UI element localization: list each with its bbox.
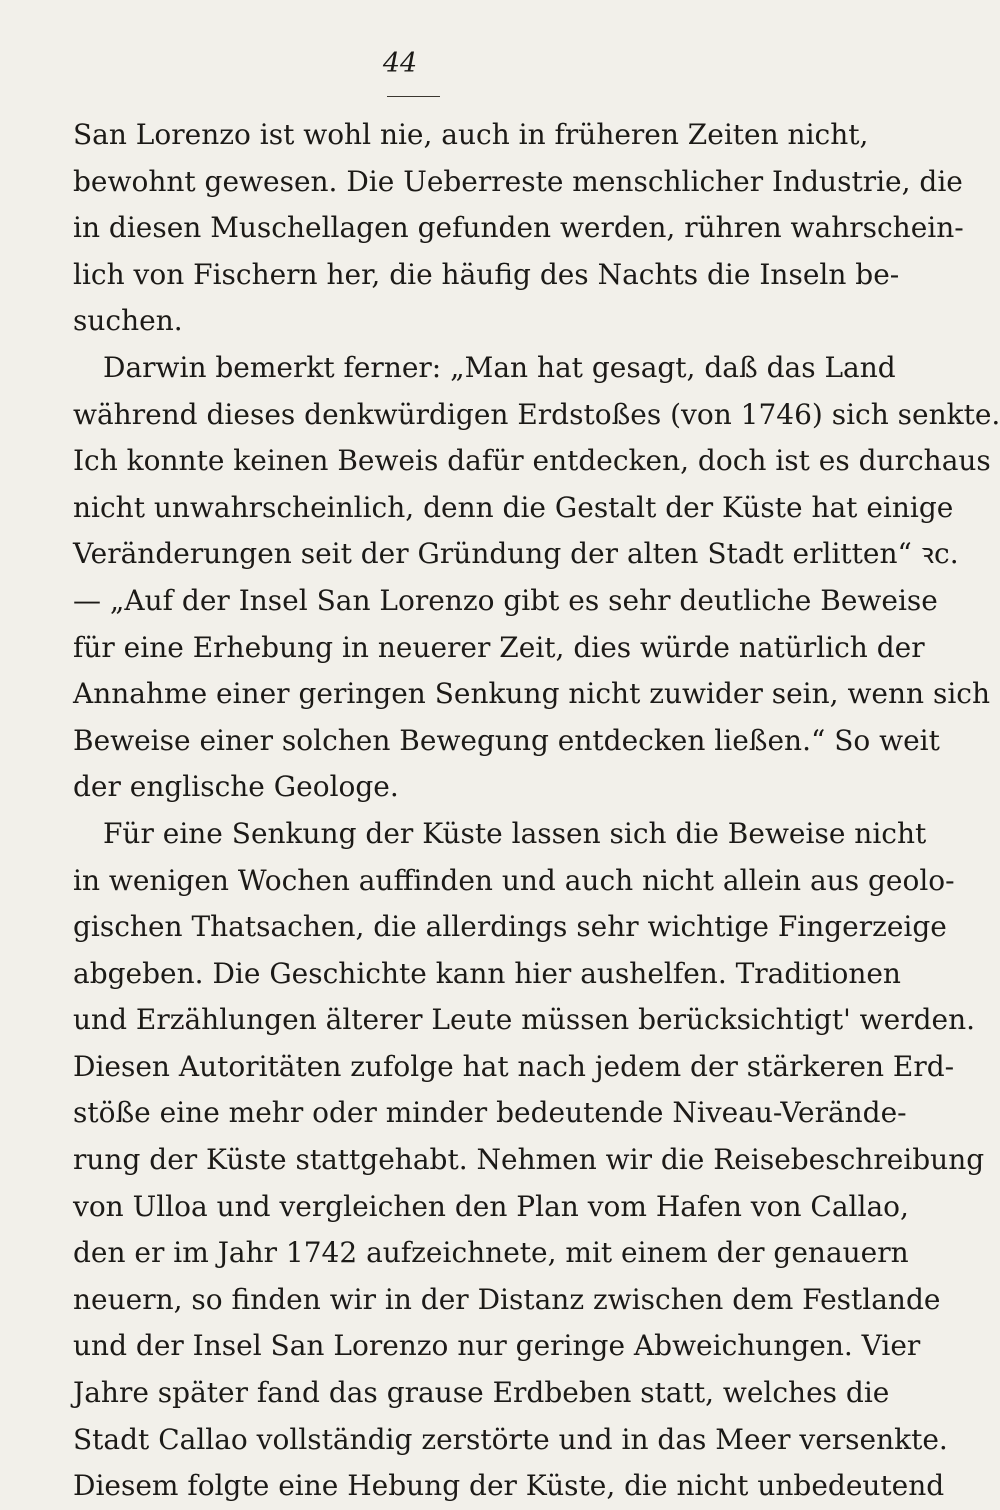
- text-line: San Lorenzo ist wohl nie, auch in früheren Zeiten nicht,: [73, 118, 869, 151]
- text-line: in wenigen Wochen auffinden und auch nicht allein aus geolo-: [73, 863, 955, 897]
- text-line: Beweise einer solchen Bewegung entdecken ließen.“ So weit: [73, 723, 940, 757]
- text-line: der englische Geologe.: [73, 770, 399, 804]
- text-line: in diesen Muschellagen gefunden werden, rühren wahrschein-: [73, 211, 964, 245]
- text-line: von Ulloa und vergleichen den Plan vom Hafen von Callao,: [73, 1189, 909, 1223]
- text-line: lich von Fischern her, die häufig des Nachts die Inseln be-: [73, 257, 900, 291]
- text-line: stöße eine mehr oder minder bedeutende Niveau-Verände-: [73, 1096, 907, 1130]
- text-line: Stadt Callao vollständig zerstörte und in das Meer versenkte.: [73, 1422, 948, 1456]
- page-number: 44: [382, 48, 418, 79]
- text-line: und Erzählungen älterer Leute müssen berücksichtigt' werden.: [73, 1003, 976, 1037]
- text-line: während dieses denkwürdigen Erdstoßes (von 1746) sich senkte.: [73, 397, 1000, 431]
- text-line: Darwin bemerkt ferner: „Man hat gesagt, daß das Land: [103, 350, 896, 384]
- text-line: den er im Jahr 1742 aufzeichnete, mit einem der genauern: [73, 1236, 909, 1270]
- text-line: nicht unwahrscheinlich, denn die Gestalt der Küste hat einige: [73, 490, 954, 524]
- text-line: Annahme einer geringen Senkung nicht zuwider sein, wenn sich: [73, 677, 990, 711]
- text-line: Jahre später fand das grause Erdbeben statt, welches die: [73, 1376, 890, 1410]
- text-line: — „Auf der Insel San Lorenzo gibt es sehr deutliche Beweise: [73, 583, 938, 617]
- text-line: Veränderungen seit der Gründung der alten Stadt erlitten“ ꝛc.: [73, 537, 959, 571]
- text-line: Ich konnte keinen Beweis dafür entdecken, doch ist es durchaus: [73, 444, 991, 478]
- text-line: Für eine Senkung der Küste lassen sich die Beweise nicht: [103, 816, 927, 850]
- text-line: für eine Erhebung in neuerer Zeit, dies würde natürlich der: [73, 630, 925, 664]
- text-line: abgeben. Die Geschichte kann hier aushelfen. Traditionen: [73, 956, 901, 990]
- page-number-rule: [387, 96, 440, 97]
- text-line: rung der Küste stattgehabt. Nehmen wir die Reisebeschreibung: [73, 1143, 985, 1177]
- text-line: suchen.: [73, 304, 183, 338]
- text-line: und der Insel San Lorenzo nur geringe Abweichungen. Vier: [73, 1329, 921, 1363]
- text-line: Diesem folgte eine Hebung der Küste, die nicht unbedeutend: [73, 1469, 945, 1503]
- text-line: bewohnt gewesen. Die Ueberreste menschlicher Industrie, die: [73, 164, 963, 198]
- text-line: neuern, so finden wir in der Distanz zwischen dem Festlande: [73, 1282, 941, 1316]
- body-text: [73, 112, 1000, 1510]
- text-line: Diesen Autoritäten zufolge hat nach jedem der stärkeren Erd-: [73, 1049, 955, 1083]
- text-line: gischen Thatsachen, die allerdings sehr wichtige Fingerzeige: [73, 910, 947, 944]
